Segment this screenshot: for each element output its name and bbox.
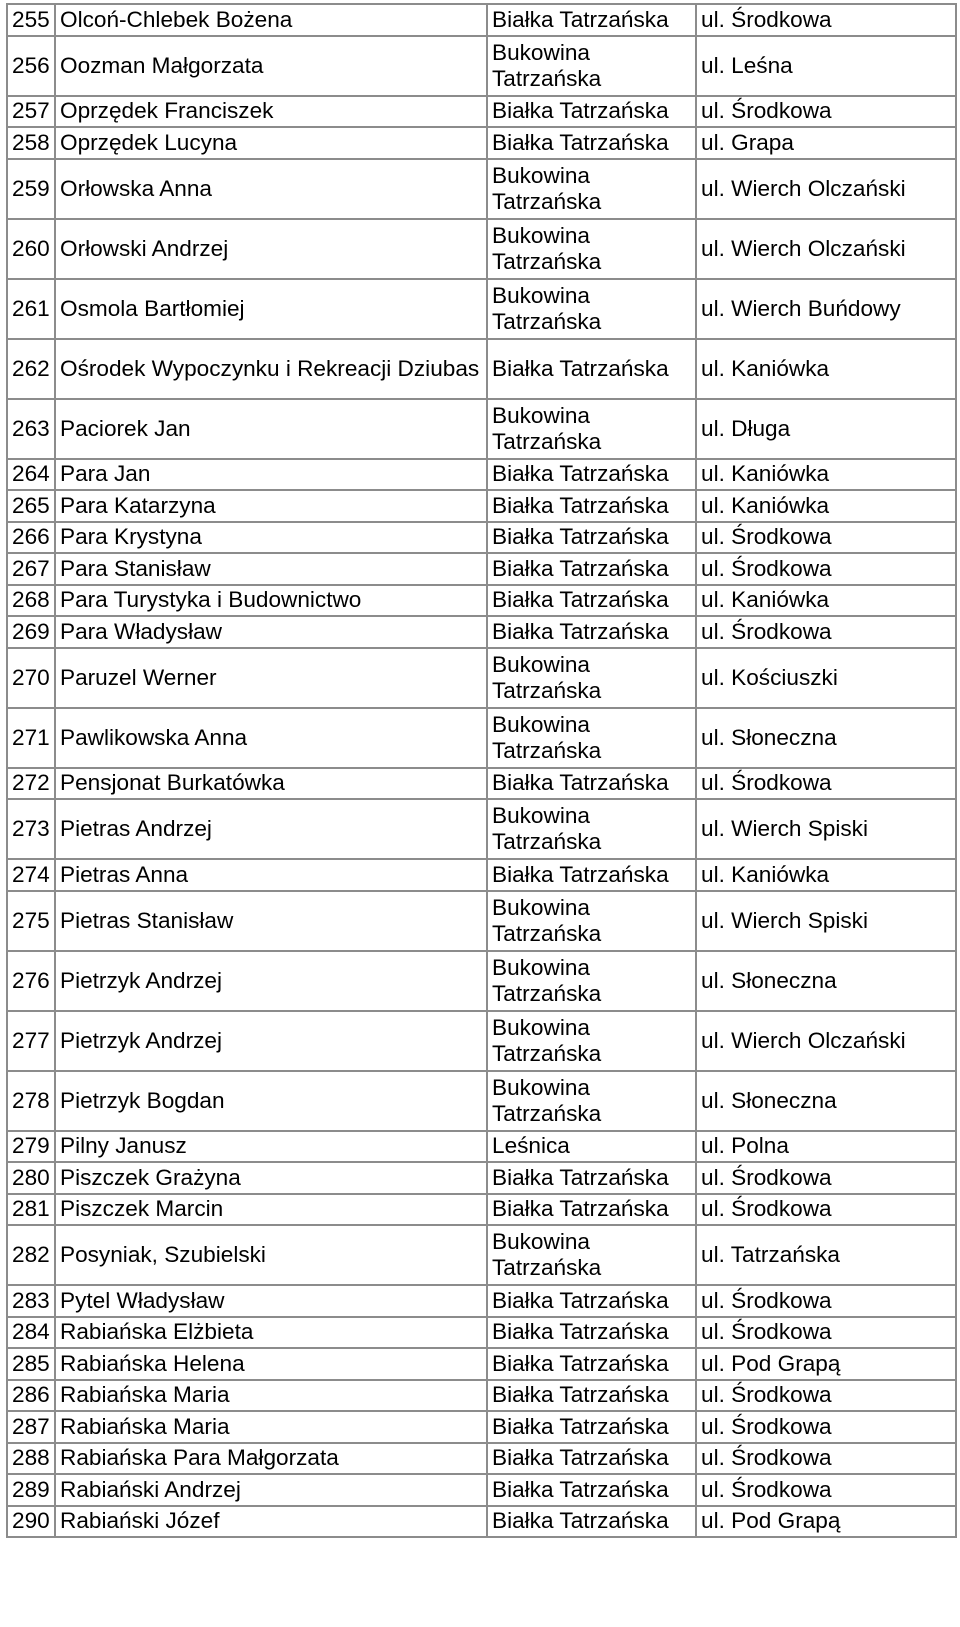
table-row [7, 522, 956, 554]
table-row [7, 1411, 956, 1443]
table-row [7, 4, 956, 36]
town-name: Białka Tatrzańska [487, 1317, 696, 1349]
table-row [7, 1011, 956, 1071]
table-row [7, 1474, 956, 1506]
owner-name: Pietrzyk Bogdan [55, 1071, 487, 1131]
owner-name: Rabiańska Elżbieta [55, 1317, 487, 1349]
town-name: Bukowina Tatrzańska [487, 708, 696, 768]
town-name: Białka Tatrzańska [487, 768, 696, 800]
street-address: ul. Słoneczna [696, 1071, 956, 1131]
town-name: Białka Tatrzańska [487, 1474, 696, 1506]
owner-name: Paciorek Jan [55, 399, 487, 459]
town-name: Białka Tatrzańska [487, 4, 696, 36]
row-number: 278 [7, 1071, 55, 1131]
street-address: ul. Środkowa [696, 1317, 956, 1349]
town-name: Białka Tatrzańska [487, 339, 696, 399]
row-number: 261 [7, 279, 55, 339]
owner-name: Pietras Andrzej [55, 799, 487, 859]
town-name: Leśnica [487, 1131, 696, 1163]
street-address: ul. Środkowa [696, 553, 956, 585]
street-address: ul. Środkowa [696, 522, 956, 554]
table-row [7, 490, 956, 522]
street-address: ul. Wierch Olczański [696, 219, 956, 279]
town-name: Białka Tatrzańska [487, 1443, 696, 1475]
owner-name: Pilny Janusz [55, 1131, 487, 1163]
table-row [7, 553, 956, 585]
street-address: ul. Grapa [696, 127, 956, 159]
row-number: 255 [7, 4, 55, 36]
table-row [7, 1317, 956, 1349]
town-name: Białka Tatrzańska [487, 1380, 696, 1412]
row-number: 272 [7, 768, 55, 800]
table-row [7, 399, 956, 459]
table-row [7, 36, 956, 96]
street-address: ul. Wierch Buńdowy [696, 279, 956, 339]
street-address: ul. Środkowa [696, 1443, 956, 1475]
town-name: Bukowina Tatrzańska [487, 399, 696, 459]
row-number: 286 [7, 1380, 55, 1412]
table-row [7, 127, 956, 159]
street-address: ul. Kaniówka [696, 339, 956, 399]
row-number: 289 [7, 1474, 55, 1506]
row-number: 290 [7, 1506, 55, 1538]
table-row [7, 279, 956, 339]
row-number: 273 [7, 799, 55, 859]
registry-table-body [7, 4, 956, 1537]
row-number: 277 [7, 1011, 55, 1071]
row-number: 270 [7, 648, 55, 708]
town-name: Bukowina Tatrzańska [487, 1225, 696, 1285]
table-row [7, 585, 956, 617]
town-name: Bukowina Tatrzańska [487, 279, 696, 339]
town-name: Białka Tatrzańska [487, 96, 696, 128]
row-number: 276 [7, 951, 55, 1011]
row-number: 281 [7, 1194, 55, 1226]
owner-name: Rabiańska Helena [55, 1348, 487, 1380]
street-address: ul. Kaniówka [696, 585, 956, 617]
street-address: ul. Tatrzańska [696, 1225, 956, 1285]
table-row [7, 616, 956, 648]
town-name: Bukowina Tatrzańska [487, 891, 696, 951]
street-address: ul. Kaniówka [696, 459, 956, 491]
owner-name: Rabiański Józef [55, 1506, 487, 1538]
row-number: 288 [7, 1443, 55, 1475]
row-number: 258 [7, 127, 55, 159]
row-number: 279 [7, 1131, 55, 1163]
table-row [7, 1506, 956, 1538]
table-row [7, 768, 956, 800]
row-number: 259 [7, 159, 55, 219]
owner-name: Rabiańska Maria [55, 1380, 487, 1412]
street-address: ul. Leśna [696, 36, 956, 96]
owner-name: Oprzędek Franciszek [55, 96, 487, 128]
town-name: Białka Tatrzańska [487, 1285, 696, 1317]
owner-name: Paruzel Werner [55, 648, 487, 708]
town-name: Bukowina Tatrzańska [487, 159, 696, 219]
street-address: ul. Kaniówka [696, 490, 956, 522]
owner-name: Piszczek Grażyna [55, 1162, 487, 1194]
row-number: 275 [7, 891, 55, 951]
table-row [7, 708, 956, 768]
town-name: Bukowina Tatrzańska [487, 648, 696, 708]
street-address: ul. Kaniówka [696, 859, 956, 891]
owner-name: Rabiański Andrzej [55, 1474, 487, 1506]
table-row [7, 459, 956, 491]
owner-name: Posyniak, Szubielski [55, 1225, 487, 1285]
row-number: 265 [7, 490, 55, 522]
street-address: ul. Słoneczna [696, 708, 956, 768]
row-number: 287 [7, 1411, 55, 1443]
row-number: 282 [7, 1225, 55, 1285]
town-name: Bukowina Tatrzańska [487, 1011, 696, 1071]
table-row [7, 1380, 956, 1412]
row-number: 283 [7, 1285, 55, 1317]
table-row [7, 1225, 956, 1285]
owner-name: Olcoń-Chlebek Bożena [55, 4, 487, 36]
owner-name: Pawlikowska Anna [55, 708, 487, 768]
street-address: ul. Wierch Spiski [696, 891, 956, 951]
table-row [7, 339, 956, 399]
town-name: Białka Tatrzańska [487, 459, 696, 491]
owner-name: Para Krystyna [55, 522, 487, 554]
row-number: 266 [7, 522, 55, 554]
row-number: 256 [7, 36, 55, 96]
owner-name: Pytel Władysław [55, 1285, 487, 1317]
table-row [7, 1162, 956, 1194]
row-number: 263 [7, 399, 55, 459]
owner-name: Para Turystyka i Budownictwo [55, 585, 487, 617]
town-name: Bukowina Tatrzańska [487, 219, 696, 279]
town-name: Białka Tatrzańska [487, 1162, 696, 1194]
owner-name: Rabiańska Para Małgorzata [55, 1443, 487, 1475]
row-number: 268 [7, 585, 55, 617]
street-address: ul. Środkowa [696, 1162, 956, 1194]
street-address: ul. Wierch Spiski [696, 799, 956, 859]
owner-name: Pietras Stanisław [55, 891, 487, 951]
owner-name: Rabiańska Maria [55, 1411, 487, 1443]
town-name: Białka Tatrzańska [487, 1194, 696, 1226]
town-name: Białka Tatrzańska [487, 490, 696, 522]
town-name: Bukowina Tatrzańska [487, 799, 696, 859]
town-name: Białka Tatrzańska [487, 585, 696, 617]
row-number: 264 [7, 459, 55, 491]
town-name: Białka Tatrzańska [487, 859, 696, 891]
table-row [7, 799, 956, 859]
owner-name: Para Stanisław [55, 553, 487, 585]
street-address: ul. Środkowa [696, 1474, 956, 1506]
table-row [7, 1131, 956, 1163]
street-address: ul. Wierch Olczański [696, 1011, 956, 1071]
owner-name: Ośrodek Wypoczynku i Rekreacji Dziubas [55, 339, 487, 399]
table-row [7, 159, 956, 219]
owner-name: Para Katarzyna [55, 490, 487, 522]
table-row [7, 859, 956, 891]
town-name: Białka Tatrzańska [487, 1411, 696, 1443]
table-row [7, 1285, 956, 1317]
row-number: 267 [7, 553, 55, 585]
row-number: 274 [7, 859, 55, 891]
owner-name: Para Władysław [55, 616, 487, 648]
table-row [7, 648, 956, 708]
owner-name: Pietrzyk Andrzej [55, 951, 487, 1011]
table-row [7, 1194, 956, 1226]
row-number: 260 [7, 219, 55, 279]
owner-name: Para Jan [55, 459, 487, 491]
table-row [7, 891, 956, 951]
row-number: 271 [7, 708, 55, 768]
town-name: Białka Tatrzańska [487, 127, 696, 159]
street-address: ul. Środkowa [696, 1380, 956, 1412]
town-name: Bukowina Tatrzańska [487, 951, 696, 1011]
street-address: ul. Pod Grapą [696, 1506, 956, 1538]
table-row [7, 219, 956, 279]
owner-name: Pensjonat Burkatówka [55, 768, 487, 800]
street-address: ul. Pod Grapą [696, 1348, 956, 1380]
owner-name: Piszczek Marcin [55, 1194, 487, 1226]
row-number: 284 [7, 1317, 55, 1349]
street-address: ul. Słoneczna [696, 951, 956, 1011]
table-row [7, 96, 956, 128]
street-address: ul. Środkowa [696, 616, 956, 648]
owner-name: Orłowski Andrzej [55, 219, 487, 279]
table-row [7, 1348, 956, 1380]
town-name: Białka Tatrzańska [487, 1348, 696, 1380]
table-row [7, 951, 956, 1011]
row-number: 262 [7, 339, 55, 399]
owner-name: Pietrzyk Andrzej [55, 1011, 487, 1071]
owner-name: Oozman Małgorzata [55, 36, 487, 96]
town-name: Białka Tatrzańska [487, 1506, 696, 1538]
town-name: Białka Tatrzańska [487, 522, 696, 554]
owner-name: Oprzędek Lucyna [55, 127, 487, 159]
table-row [7, 1071, 956, 1131]
registry-table [6, 3, 957, 1538]
street-address: ul. Środkowa [696, 1285, 956, 1317]
street-address: ul. Środkowa [696, 1411, 956, 1443]
town-name: Bukowina Tatrzańska [487, 36, 696, 96]
street-address: ul. Długa [696, 399, 956, 459]
town-name: Białka Tatrzańska [487, 616, 696, 648]
row-number: 280 [7, 1162, 55, 1194]
street-address: ul. Polna [696, 1131, 956, 1163]
row-number: 285 [7, 1348, 55, 1380]
street-address: ul. Wierch Olczański [696, 159, 956, 219]
owner-name: Orłowska Anna [55, 159, 487, 219]
town-name: Białka Tatrzańska [487, 553, 696, 585]
street-address: ul. Środkowa [696, 96, 956, 128]
street-address: ul. Kościuszki [696, 648, 956, 708]
table-row [7, 1443, 956, 1475]
street-address: ul. Środkowa [696, 768, 956, 800]
row-number: 257 [7, 96, 55, 128]
owner-name: Osmola Bartłomiej [55, 279, 487, 339]
street-address: ul. Środkowa [696, 4, 956, 36]
row-number: 269 [7, 616, 55, 648]
town-name: Bukowina Tatrzańska [487, 1071, 696, 1131]
owner-name: Pietras Anna [55, 859, 487, 891]
street-address: ul. Środkowa [696, 1194, 956, 1226]
